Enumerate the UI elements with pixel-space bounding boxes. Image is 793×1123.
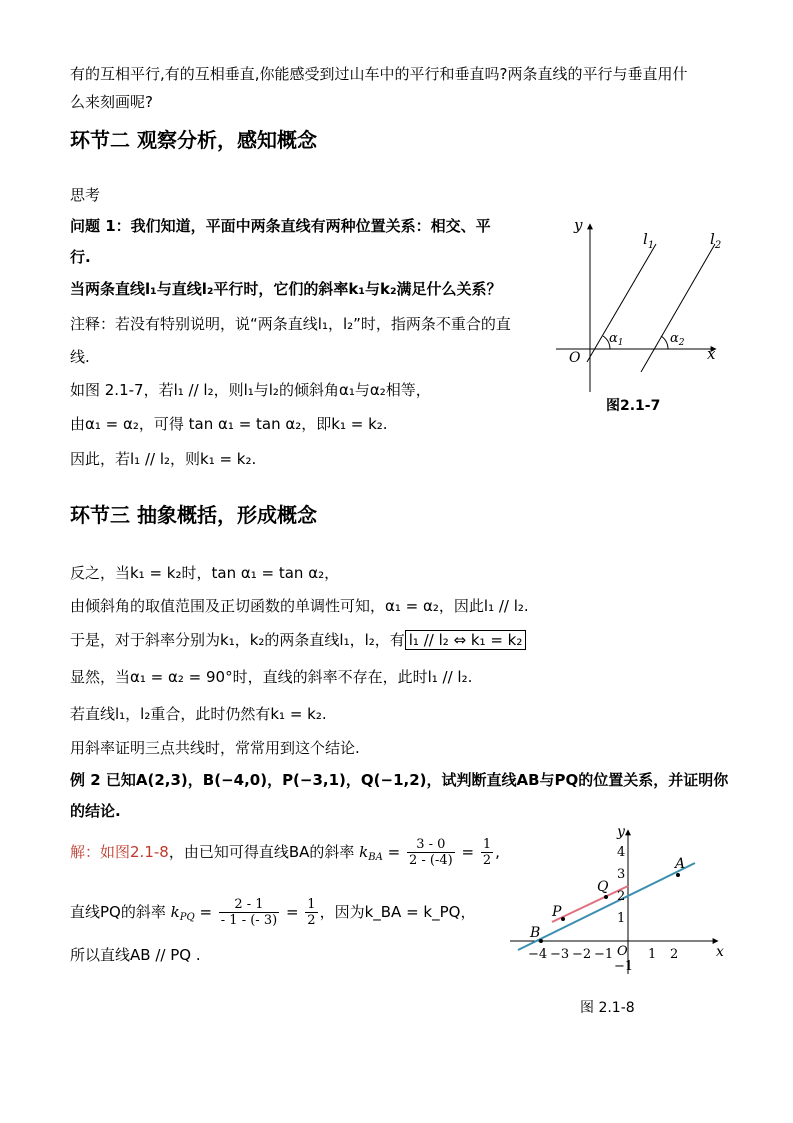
half-fraction-2: $\frac{1}{2}$ xyxy=(307,897,316,928)
use-line: 用斜率证明三点共线时，常常用到这个结论. xyxy=(70,739,360,757)
fig218-x-tick-2: 2 xyxy=(670,947,679,962)
intro-line-1: 有的互相平行,有的互相垂直,你能感受到过山车中的平行和垂直吗?两条直线的平行与垂直用什 xyxy=(70,65,688,83)
intro-line-2: 么来刻画呢? xyxy=(70,93,153,111)
kpq-fraction: $\frac{2 - 1}{- 1 - (- 3)}$ xyxy=(220,897,278,928)
fig217-angle-arc-2 xyxy=(661,336,668,349)
fig218-line-ab xyxy=(518,863,695,950)
question-parallel: 当两条直线l₁与直线l₂平行时，它们的斜率k₁与k₂满足什么关系？ xyxy=(70,280,502,298)
fig218-point-p xyxy=(561,917,565,921)
example-2-line-1 xyxy=(70,770,728,790)
figure-ref-line: 如图 2.1-7，若l₁ // l₂，则l₁与l₂的倾斜角α₁与α₂相等， xyxy=(70,381,431,399)
because-text: ，因为k_BA = k_PQ， xyxy=(319,903,476,921)
kba-symbol: $k_{BA}$ xyxy=(359,843,383,863)
fig218-caption: 图 2.1-8 xyxy=(580,1000,635,1016)
fig218-y-tick-2: 2 xyxy=(617,889,626,904)
fig218-x-tick-m1: −1 xyxy=(594,947,614,962)
fig218-y-tick-m1: −1 xyxy=(614,959,634,974)
fig218-axis-y-label: y xyxy=(617,824,625,840)
pq-text: 直线PQ的斜率 xyxy=(70,903,166,921)
example-2-line-2: 的结论. xyxy=(70,802,121,820)
section3-title: 环节三 抽象概括，形成概念 xyxy=(70,503,317,527)
solution-label: 解：如图 xyxy=(70,843,131,861)
question-1-cont: 行. xyxy=(70,248,91,266)
thus-line xyxy=(70,630,526,650)
fig217-alpha1-label: $\alpha_1$ xyxy=(609,331,624,348)
fig218-x-tick-m4: −4 xyxy=(528,947,548,962)
final-line: 所以直线AB // PQ . xyxy=(70,946,201,964)
boxed-conclusion: l₁ // l₂ ⇔ k₁ = k₂ xyxy=(405,630,527,650)
figure-2-1-8 xyxy=(500,822,740,1022)
solution-text: ，由已知可得直线BA的斜率 xyxy=(168,843,355,861)
thus-text: 于是，对于斜率分别为k₁，k₂的两条直线l₁，l₂，有 xyxy=(70,631,405,649)
fig218-y-tick-4: 4 xyxy=(617,845,626,860)
figure-2-1-7 xyxy=(550,212,730,427)
think-label: 思考 xyxy=(70,186,101,204)
monotonic-line: 由倾斜角的取值范围及正切函数的单调性可知，α₁ = α₂，因此l₁ // l₂. xyxy=(70,597,529,615)
obvious-line: 显然，当α₁ = α₂ = 90°时，直线的斜率不存在，此时l₁ // l₂. xyxy=(70,668,473,686)
fig218-label-p: P xyxy=(552,904,562,920)
fig217-caption: 图2.1-7 xyxy=(606,398,661,414)
fig218-x-tick-m3: −3 xyxy=(550,947,570,962)
fig218-label-a: A xyxy=(675,856,686,872)
solution-line-2: 直线PQ的斜率 $k_{PQ}$ = $\frac{2 - 1}{- 1 - (- 3)}$ = $\frac{1}{2}$ ，因为k_BA = k_PQ， xyxy=(70,897,476,928)
converse-line: 反之，当k₁ = k₂时，tan α₁ = tan α₂， xyxy=(70,564,340,582)
fig218-x-tick-1: 1 xyxy=(648,947,657,962)
fig217-alpha2-label: $\alpha_2$ xyxy=(670,331,685,348)
solution-figure-ref: 2.1-8 xyxy=(130,843,169,861)
note-line-cont: 线. xyxy=(70,348,90,366)
fig217-l1-label: $l_1$ xyxy=(643,230,655,251)
half-fraction-1: $\frac{1}{2}$ xyxy=(482,837,492,868)
example-2-label: 例 2 xyxy=(70,771,106,789)
fig217-origin-label: O xyxy=(569,350,581,366)
fig217-l2-label: $l_2$ xyxy=(710,230,722,251)
fig218-point-q xyxy=(604,895,608,899)
note-line: 注释：若没有特别说明，说“两条直线l₁，l₂”时，指两条不重合的直 xyxy=(70,315,511,333)
fig218-x-tick-m2: −2 xyxy=(572,947,592,962)
solution-line-1: 解：如图2.1-8，由已知可得直线BA的斜率 $k_{BA}$ = $\frac{3 - 0}{2 - (-4)}$ = $\frac{1}{2}$ , xyxy=(70,837,500,868)
question-1-text: 我们知道，平面中两条直线有两种位置关系：相交、平 xyxy=(130,217,491,235)
fig217-line-l2 xyxy=(641,244,715,372)
fig218-label-b: B xyxy=(530,925,541,941)
fig217-y-label: y xyxy=(574,216,583,234)
fig217-x-label: x xyxy=(707,345,716,363)
fig218-y-tick-1: 1 xyxy=(617,911,626,926)
example-2-text: 已知A(2,3)，B(−4,0)，P(−3,1)，Q(−1,2)，试判断直线AB与PQ的位置关系，并证明你 xyxy=(105,771,729,789)
fig218-axis-x-label: x xyxy=(716,944,724,960)
question-1 xyxy=(70,216,491,236)
question-1-label: 问题 1： xyxy=(70,217,131,235)
kba-fraction: $\frac{3 - 0}{2 - (-4)}$ xyxy=(408,837,453,868)
derive-line: 由α₁ = α₂，可得 tan α₁ = tan α₂，即k₁ = k₂. xyxy=(70,415,388,433)
coincide-line: 若直线l₁，l₂重合，此时仍然有k₁ = k₂. xyxy=(70,705,327,723)
kpq-symbol: $k_{PQ}$ xyxy=(170,903,195,923)
fig218-point-a xyxy=(676,873,680,877)
section2-title: 环节二 观察分析，感知概念 xyxy=(70,128,317,152)
fig218-y-tick-3: 3 xyxy=(617,867,626,882)
fig218-label-q: Q xyxy=(597,879,609,895)
fig218-label-o: O xyxy=(617,944,628,959)
conclude-line: 因此，若l₁ // l₂，则k₁ = k₂. xyxy=(70,450,257,468)
